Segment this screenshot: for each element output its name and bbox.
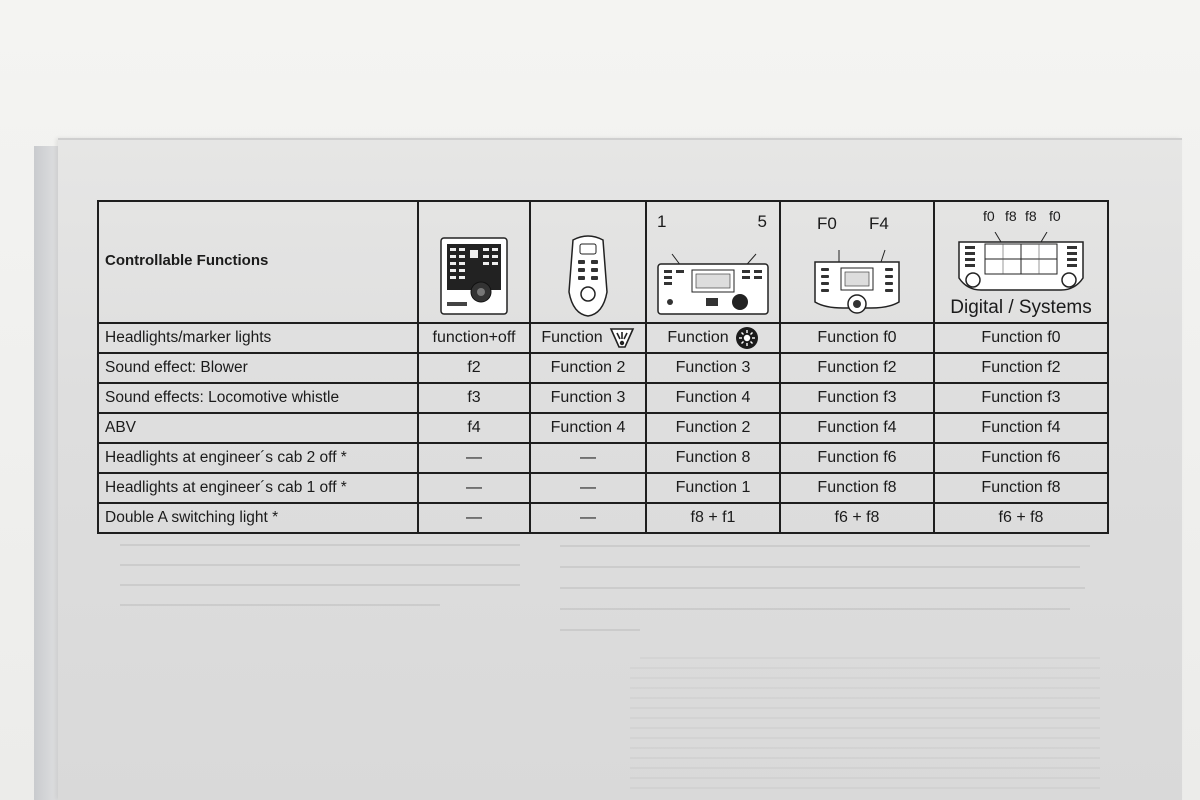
cell-central-station: f6 + f8 xyxy=(780,503,934,533)
cell-central-station: Function f2 xyxy=(780,353,934,383)
cell-handheld-controller xyxy=(530,323,646,353)
cell-central-station: Function f4 xyxy=(780,413,934,443)
table-row xyxy=(98,353,1108,383)
row-label: Sound effect: Blower xyxy=(98,353,418,383)
header-label: Controllable Functions xyxy=(98,201,418,323)
table-row xyxy=(98,323,1108,353)
digital-systems-label-f0-left: f0 xyxy=(983,208,995,224)
control-unit-label-1: 1 xyxy=(657,212,667,231)
mobile-station-device-icon xyxy=(437,234,511,318)
cell-control-unit: Function 3 xyxy=(646,353,780,383)
header-digital-systems xyxy=(934,201,1108,323)
cell-central-station: Function f8 xyxy=(780,473,934,503)
header-handheld-controller xyxy=(530,201,646,323)
cell-mobile-station: f2 xyxy=(418,353,530,383)
cell-handheld-controller: — xyxy=(530,503,646,533)
central-station-device-icon xyxy=(809,248,905,318)
controllable-functions-table xyxy=(97,200,1109,534)
cell-digital-systems: Function f2 xyxy=(934,353,1108,383)
row-label: Headlights at engineer´s cab 2 off * xyxy=(98,443,418,473)
digital-systems-label-f0-right: f0 xyxy=(1049,208,1061,224)
cell-handheld-controller: — xyxy=(530,443,646,473)
cell-control-unit: Function 1 xyxy=(646,473,780,503)
cell-text: Function xyxy=(667,329,729,346)
cell-control-unit: Function 2 xyxy=(646,413,780,443)
table-row xyxy=(98,443,1108,473)
light-beam-icon xyxy=(609,327,635,349)
cell-mobile-station: — xyxy=(418,503,530,533)
cell-control-unit: f8 + f1 xyxy=(646,503,780,533)
table-row xyxy=(98,503,1108,533)
cell-digital-systems: f6 + f8 xyxy=(934,503,1108,533)
cell-digital-systems: Function f6 xyxy=(934,443,1108,473)
digital-systems-label-f8-left: f8 xyxy=(1005,208,1017,224)
cell-mobile-station: function+off xyxy=(418,323,530,353)
cell-mobile-station: f4 xyxy=(418,413,530,443)
table-row xyxy=(98,413,1108,443)
digital-systems-label-f8-right: f8 xyxy=(1025,208,1037,224)
cell-digital-systems: Function f3 xyxy=(934,383,1108,413)
cell-digital-systems: Function f0 xyxy=(934,323,1108,353)
handheld-controller-device-icon xyxy=(563,232,613,318)
table-row xyxy=(98,473,1108,503)
row-label: Double A switching light * xyxy=(98,503,418,533)
cell-control-unit xyxy=(646,323,780,353)
cell-mobile-station: — xyxy=(418,473,530,503)
header-central-station xyxy=(780,201,934,323)
cell-handheld-controller: Function 4 xyxy=(530,413,646,443)
header-mobile-station xyxy=(418,201,530,323)
cell-mobile-station: — xyxy=(418,443,530,473)
central-station-label-f4: F4 xyxy=(869,214,889,233)
digital-systems-device-icon xyxy=(951,232,1091,294)
header-control-unit xyxy=(646,201,780,323)
cell-handheld-controller: Function 2 xyxy=(530,353,646,383)
cell-control-unit: Function 4 xyxy=(646,383,780,413)
control-unit-device-icon xyxy=(654,252,772,318)
cell-central-station: Function f3 xyxy=(780,383,934,413)
cell-digital-systems: Function f8 xyxy=(934,473,1108,503)
row-label: Headlights/marker lights xyxy=(98,323,418,353)
light-bulb-icon xyxy=(735,326,759,350)
cell-mobile-station: f3 xyxy=(418,383,530,413)
table-header-row xyxy=(98,201,1108,323)
row-label: Headlights at engineer´s cab 1 off * xyxy=(98,473,418,503)
cell-handheld-controller: — xyxy=(530,473,646,503)
cell-handheld-controller: Function 3 xyxy=(530,383,646,413)
row-label: Sound effects: Locomotive whistle xyxy=(98,383,418,413)
cell-control-unit: Function 8 xyxy=(646,443,780,473)
digital-systems-title: Digital / Systems xyxy=(950,297,1092,318)
control-unit-label-5: 5 xyxy=(757,212,767,231)
cell-central-station: Function f6 xyxy=(780,443,934,473)
table-row xyxy=(98,383,1108,413)
cell-text: Function xyxy=(541,329,603,346)
central-station-label-f0: F0 xyxy=(817,214,837,233)
cell-digital-systems: Function f4 xyxy=(934,413,1108,443)
row-label: ABV xyxy=(98,413,418,443)
cell-central-station: Function f0 xyxy=(780,323,934,353)
